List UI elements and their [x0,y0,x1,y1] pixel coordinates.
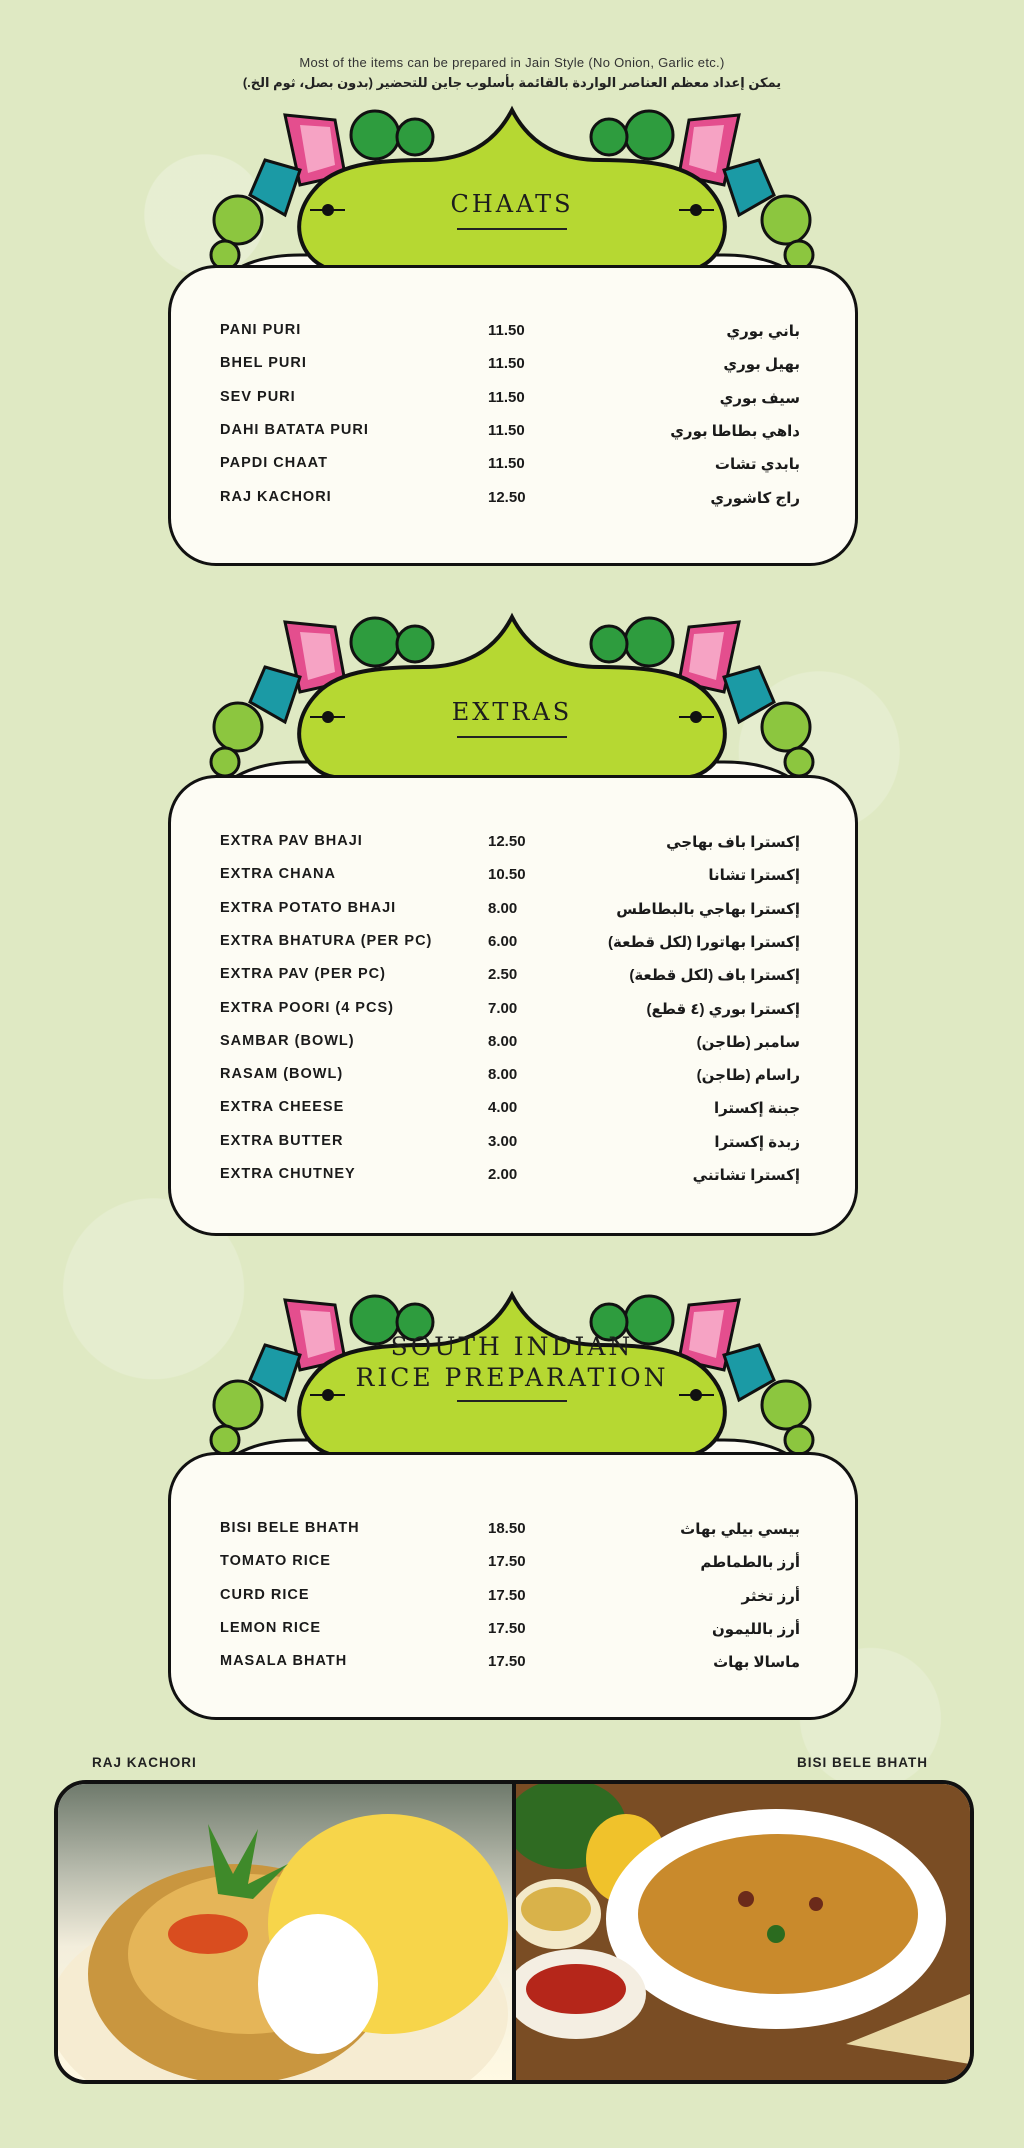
menu-item-row [168,355,852,385]
item-name: BISI BELE BHATH [220,1520,360,1536]
photo-caption-right: BISI BELE BHATH [796,1755,928,1770]
item-price: 11.50 [488,355,525,373]
item-name: EXTRA CHUTNEY [220,1166,356,1182]
item-name-arabic: أرز بالليمون [712,1620,800,1638]
item-price: 4.00 [488,1099,518,1117]
item-price: 12.50 [488,833,526,850]
section-title: EXTRAS [451,698,573,726]
item-name: PAPDI CHAAT [220,455,328,472]
item-name: CURD RICE [220,1586,310,1603]
item-name: RASAM (BOWL) [220,1066,344,1083]
item-price: 8.00 [488,899,518,917]
item-name: EXTRA PAV BHAJI [220,833,363,849]
item-name: EXTRA BHATURA (PER PC) [220,932,433,949]
jain-style-note: Most of the items can be prepared in Jain Style (No Onion, Garlic etc.) [299,55,725,70]
item-name-arabic: بابدي تشات [714,456,800,474]
item-name-arabic: زبدة إكسترا [714,1133,800,1151]
menu-item-row [168,422,852,452]
menu-item-row [168,1033,852,1063]
raj-kachori-photo [58,1784,512,2080]
item-price: 17.50 [488,1619,526,1637]
item-name: EXTRA CHANA [220,866,336,883]
item-name-arabic: إكسترا تشاتني [692,1167,800,1184]
menu-item-row [168,900,852,930]
menu-item-row [168,322,852,352]
item-price: 11.50 [488,322,525,339]
bisi-bele-bhath-photo [516,1784,970,2080]
item-name-arabic: إكسترا تشانا [708,867,800,885]
item-name-arabic: داهي بطاطا بوري [670,422,800,440]
menu-item-row [168,1520,852,1550]
item-price: 8.00 [488,1066,518,1084]
section-title: RICE PREPARATION [355,1363,669,1392]
photo-strip [54,1780,974,2084]
menu-item-row [168,389,852,419]
item-name-arabic: بهيل بوري [723,356,800,374]
item-name: BHEL PURI [220,355,307,372]
item-price: 2.00 [488,1166,518,1183]
section-title: SOUTH INDIAN [390,1332,634,1361]
item-name-arabic: إكسترا باف (لكل قطعة) [629,967,800,985]
item-price: 2.50 [488,966,518,984]
title-underline [457,1400,567,1402]
item-name: SEV PURI [220,388,296,405]
item-name-arabic: إكسترا بهاتورا (لكل قطعة) [608,933,800,951]
item-name-arabic: ماسالا بهاث [713,1654,800,1672]
title-underline [457,736,567,738]
item-name-arabic: راج كاشوري [710,489,800,507]
item-price: 12.50 [488,488,526,506]
item-price: 7.00 [488,999,518,1017]
item-price: 8.00 [488,1032,518,1050]
item-name: SAMBAR (BOWL) [220,1032,355,1049]
item-name-arabic: باني بوري [726,323,800,340]
item-name-arabic: إكسترا بوري (٤ قطع) [646,1000,800,1018]
menu-item-row [168,1587,852,1617]
item-price: 18.50 [488,1520,526,1537]
item-name: EXTRA POTATO BHAJI [220,899,397,916]
menu-item-row [168,1099,852,1129]
item-name-arabic: بيسي بيلي بهاث [680,1521,800,1538]
menu-item-row [168,833,852,863]
menu-item-row [168,866,852,896]
item-name-arabic: أرز بالطماطم [700,1554,800,1572]
item-name: PANI PURI [220,322,302,338]
item-name: DAHI BATATA PURI [220,421,369,438]
menu-item-row [168,489,852,519]
menu-item-row [168,1066,852,1096]
menu-item-row [168,1553,852,1583]
item-price: 11.50 [488,455,525,473]
item-name: RAJ KACHORI [220,488,332,505]
item-name: EXTRA POORI (4 PCS) [220,999,394,1016]
menu-item-row [168,966,852,996]
menu-item-row [168,1000,852,1030]
item-name: LEMON RICE [220,1619,322,1636]
item-price: 3.00 [488,1132,518,1150]
item-name: TOMATO RICE [220,1553,331,1570]
section-title: CHAATS [450,190,574,218]
item-name-arabic: راسام (طاجن) [696,1067,800,1085]
item-price: 11.50 [488,421,525,439]
menu-item-row [168,455,852,485]
item-name-arabic: إكسترا باف بهاجي [666,834,800,851]
item-name-arabic: أرز تخثر [741,1587,800,1605]
item-price: 17.50 [488,1653,526,1671]
item-name-arabic: إكسترا بهاجي بالبطاطس [616,900,800,918]
item-price: 6.00 [488,932,518,950]
item-name: EXTRA BUTTER [220,1132,344,1149]
item-price: 11.50 [488,388,525,406]
item-name: MASALA BHATH [220,1653,348,1670]
menu-item-row [168,1620,852,1650]
item-name-arabic: سيف بوري [719,389,800,407]
item-name-arabic: جبنة إكسترا [713,1100,800,1118]
item-price: 10.50 [488,866,526,884]
menu-item-row [168,1133,852,1163]
item-price: 17.50 [488,1553,526,1571]
menu-item-row [168,1166,852,1196]
item-name: EXTRA PAV (PER PC) [220,966,386,983]
menu-item-row [168,933,852,963]
title-underline [457,228,567,230]
item-name: EXTRA CHEESE [220,1099,345,1116]
item-name-arabic: سامبر (طاجن) [696,1033,800,1051]
item-price: 17.50 [488,1586,526,1604]
jain-style-note-arabic: يمكن إعداد معظم العناصر الواردة بالقائمة بأسلوب جاين للتحضير (بدون بصل، ثوم الخ.) [242,75,782,90]
menu-item-row [168,1653,852,1683]
photo-caption-left: RAJ KACHORI [92,1755,197,1770]
